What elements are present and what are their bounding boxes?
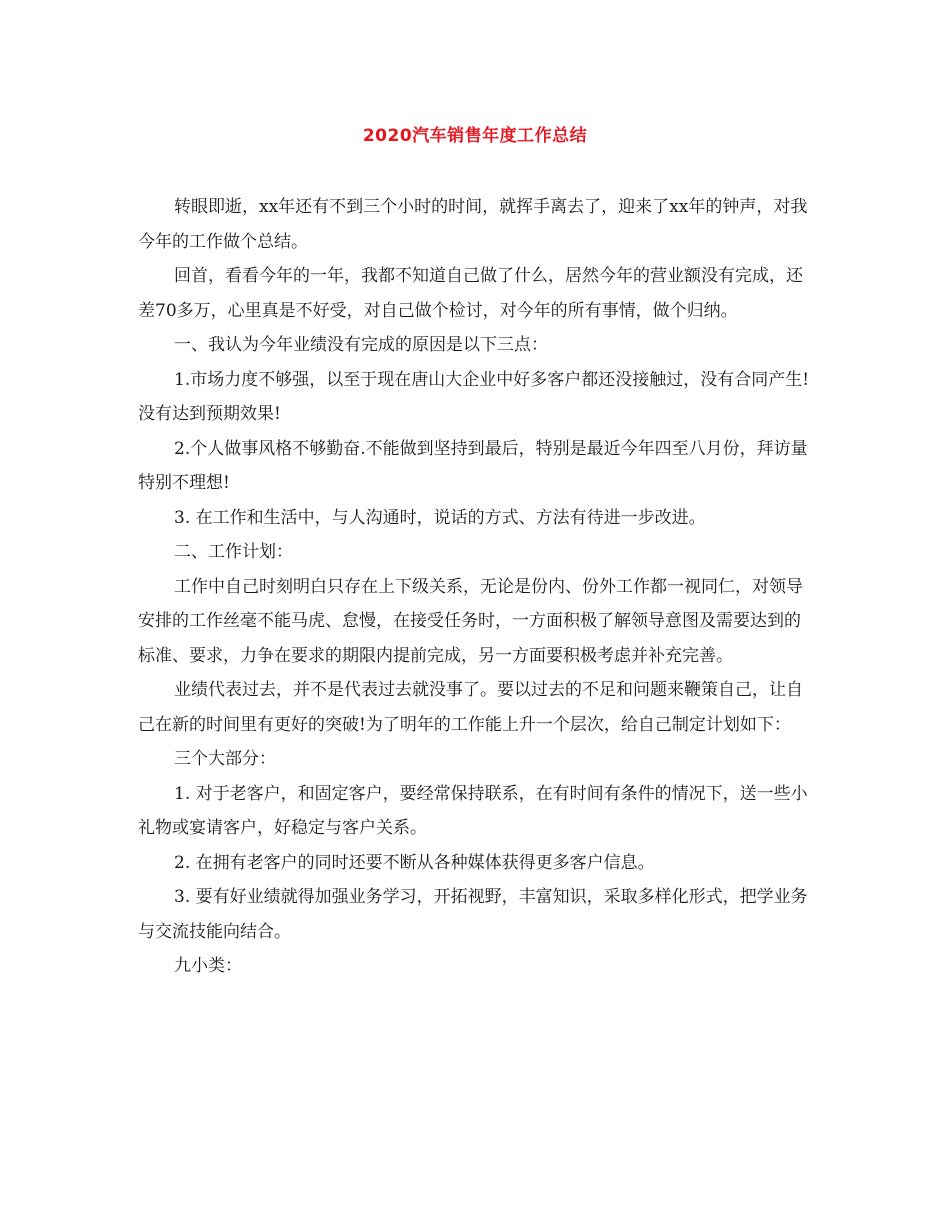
section-heading: 一、我认为今年业绩没有完成的原因是以下三点： [174,335,548,355]
paragraph: 回首，看看今年的一年，我都不知道自己做了什么，居然今年的营业额没有完成，还差70多万，心里真是不好受，对自己做个检讨，对今年的所有事情，做个归纳。 [138,266,803,321]
list-item: 3. 在工作和生活中，与人沟通时，说话的方式、方法有待进一步改进。 [174,507,706,528]
document-title: 2020汽车销售年度工作总结 [362,126,588,146]
section-heading: 三个大部分： [174,749,276,769]
list-item: 1.市场力度不够强，以至于现在唐山大企业中好多客户都还没接触过，没有合同产生!没有达到预期效果! [138,369,810,424]
list-item: 2.个人做事风格不够勤奋.不能做到坚持到最后，特别是最近今年四至八月份，拜访量特别不理想! [138,438,808,493]
section-heading: 九小类： [174,956,242,976]
list-item: 2. 在拥有老客户的同时还要不断从各种媒体获得更多客户信息。 [174,852,655,873]
list-item: 1. 对于老客户，和固定客户，要经常保持联系，在有时间有条件的情况下，送一些小礼物或宴请客户，好稳定与客户关系。 [138,783,808,838]
paragraph: 业绩代表过去，并不是代表过去就没事了。要以过去的不足和问题来鞭策自己，让自己在新的时间里有更好的突破!为了明年的工作能上升一个层次，给自己制定计划如下： [138,680,803,735]
paragraph: 工作中自己时刻明白只存在上下级关系，无论是份内、份外工作都一视同仁，对领导安排的工作丝毫不能马虎、怠慢，在接受任务时，一方面积极了解领导意图及需要达到的标准、要求，力争在要求的期限内提前完成，另一方面要积极考虑并补充完善。 [138,576,803,666]
paragraph: 转眼即逝，xx年还有不到三个小时的时间，就挥手离去了，迎来了xx年的钟声，对我今年的工作做个总结。 [138,197,808,252]
document-body [138,190,814,984]
section-heading: 二、工作计划： [174,542,293,562]
list-item: 3. 要有好业绩就得加强业务学习，开拓视野，丰富知识，采取多样化形式，把学业务与交流技能向结合。 [138,887,808,942]
